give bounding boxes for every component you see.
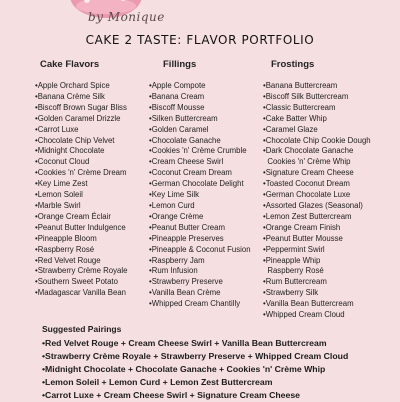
list-item: • Raspberry Rosé	[35, 245, 127, 256]
list-item: • Madagascar Vanilla Bean	[35, 288, 127, 299]
cake-flavors-heading: Cake Flavors	[40, 59, 100, 70]
list-item: • Chocolate Ganache	[149, 136, 251, 147]
frostings-list	[263, 81, 371, 321]
list-item: • Midnight Chocolate + Chocolate Ganache + Cookies 'n' Crème Whip	[42, 363, 348, 376]
list-item: • Pineapple & Coconut Fusion	[149, 245, 251, 256]
list-item: • Whipped Cream Chantilly	[149, 299, 251, 310]
list-item: • Golden Caramel	[149, 125, 251, 136]
list-item: • Golden Caramel Drizzle	[35, 114, 127, 125]
list-item: • Chocolate Chip Velvet	[35, 136, 127, 147]
cake-flavors-column	[35, 59, 127, 299]
list-item: • Strawberry Silk	[263, 288, 371, 299]
page-title: CAKE 2 TASTE: FLAVOR PORTFOLIO	[85, 33, 315, 47]
list-item: • Silken Buttercream	[149, 114, 251, 125]
list-item: • Cookies 'n' Crème Crumble	[149, 146, 251, 157]
list-item: • Toasted Coconut Dream	[263, 179, 371, 190]
list-item: • Strawberry Crème Royale	[35, 266, 127, 277]
list-item: • Carrot Luxe	[35, 125, 127, 136]
list-item: • Assorted Glazes (Seasonal)	[263, 201, 371, 212]
cake-flavors-list	[35, 81, 127, 299]
list-item: • Banana Crème Silk	[35, 92, 127, 103]
frostings-column	[263, 59, 371, 321]
list-item: • Apple Compote	[149, 81, 251, 92]
list-item: • Signature Cream Cheese	[263, 168, 371, 179]
list-item: • Biscoff Mousse	[149, 103, 251, 114]
list-item: • Cookies 'n' Crème Dream	[35, 168, 127, 179]
list-item: • Biscoff Silk Buttercream	[263, 92, 371, 103]
list-item: • Peanut Butter Indulgence	[35, 223, 127, 234]
list-item: • Pineapple Whip	[263, 256, 371, 267]
list-item: • Lemon Curd	[149, 201, 251, 212]
list-item: • Cream Cheese Swirl	[149, 157, 251, 168]
list-item: • Carrot Luxe + Cream Cheese Swirl + Signature Cream Cheese	[42, 389, 348, 402]
list-item: • Dark Chocolate Ganache	[263, 146, 371, 157]
list-item: • Southern Sweet Potato	[35, 277, 127, 288]
list-item: • Raspberry Jam	[149, 256, 251, 267]
suggested-pairings-heading: Suggested Pairings	[42, 324, 122, 334]
list-item: • Whipped Cream Cloud	[263, 310, 371, 321]
list-item: • Chocolate Chip Cookie Dough	[263, 136, 371, 147]
list-item: • Biscoff Brown Sugar Bliss	[35, 103, 127, 114]
list-item: • Strawberry Crème Royale + Strawberry Preserve + Whipped Cream Cloud	[42, 350, 348, 363]
list-item: • Apple Orchard Spice	[35, 81, 127, 92]
list-item: • Peanut Butter Mousse	[263, 234, 371, 245]
list-item: • Key Lime Silk	[149, 190, 251, 201]
list-item: • Rum Buttercream	[263, 277, 371, 288]
list-item: • Coconut Cloud	[35, 157, 127, 168]
list-item: • Strawberry Preserve	[149, 277, 251, 288]
list-item: • Lemon Soleil + Lemon Curd + Lemon Zest Buttercream	[42, 376, 348, 389]
list-item: • Banana Buttercream	[263, 81, 371, 92]
list-item: • Red Velvet Rouge	[35, 256, 127, 267]
list-item: • Vanilla Bean Buttercream	[263, 299, 371, 310]
list-item: • Marble Swirl	[35, 201, 127, 212]
list-item: • Cake Batter Whip	[263, 114, 371, 125]
list-item: • German Chocolate Luxe	[263, 190, 371, 201]
list-item: • German Chocolate Delight	[149, 179, 251, 190]
list-item: • Pineapple Preserves	[149, 234, 251, 245]
list-item: • Orange Crème	[149, 212, 251, 223]
list-item: • Peppermint Swirl	[263, 245, 371, 256]
list-item: • Peanut Butter Cream	[149, 223, 251, 234]
list-item: Raspberry Rosé	[267, 266, 324, 276]
fillings-column	[149, 59, 251, 310]
list-item: • Key Lime Zest	[35, 179, 127, 190]
list-item: • Lemon Soleil	[35, 190, 127, 201]
fillings-heading: Fillings	[163, 59, 197, 70]
list-item: • Coconut Cream Dream	[149, 168, 251, 179]
list-item: • Orange Cream Finish	[263, 223, 371, 234]
brand-logo-text: by Monique	[88, 10, 165, 24]
list-item: • Lemon Zest Buttercream	[263, 212, 371, 223]
list-item: • Midnight Chocolate	[35, 146, 127, 157]
list-item: • Rum Infusion	[149, 266, 251, 277]
list-item: • Caramel Glaze	[263, 125, 371, 136]
list-item: • Orange Cream Éclair	[35, 212, 127, 223]
fillings-list	[149, 81, 251, 310]
suggested-pairings-section	[42, 324, 348, 402]
list-item: Cookies 'n' Crème Whip	[267, 157, 351, 167]
list-item: • Banana Cream	[149, 92, 251, 103]
suggested-pairings-list	[42, 337, 348, 402]
frostings-heading: Frostings	[271, 59, 315, 70]
list-item: • Pineapple Bloom	[35, 234, 127, 245]
list-item: • Classic Buttercream	[263, 103, 371, 114]
list-item: • Vanilla Bean Crème	[149, 288, 251, 299]
list-item: • Red Velvet Rouge + Cream Cheese Swirl + Vanilla Bean Buttercream	[42, 337, 348, 350]
